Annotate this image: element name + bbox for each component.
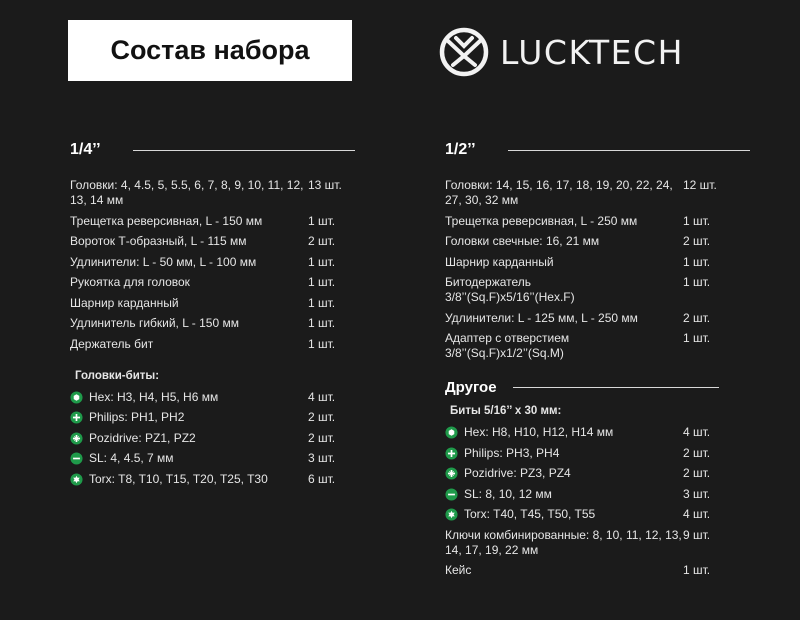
hex-icon <box>70 391 83 404</box>
item-qty: 1 шт. <box>308 295 336 310</box>
item-name: Удлинители: L - 125 мм, L - 250 мм <box>445 310 638 325</box>
bit-item <box>70 390 355 405</box>
item-qty: 1 шт. <box>308 213 336 228</box>
item-qty: 1 шт. <box>683 331 711 345</box>
list-item <box>445 528 750 558</box>
list-item <box>70 296 355 311</box>
lucktech-logo-icon <box>438 26 490 78</box>
right-column <box>445 140 750 584</box>
torx-icon <box>70 473 83 486</box>
item-qty: 1 шт. <box>308 316 336 330</box>
item-qty: 1 шт. <box>683 254 711 269</box>
bit-item <box>70 472 355 487</box>
section-title: 1/2’’ <box>445 141 476 158</box>
item-name: Адаптер с отверстием 3/8’’(Sq.F)x1/2’’(Sq.M) <box>445 331 570 360</box>
bit-item <box>445 425 750 440</box>
item-name: Рукоятка для головок <box>70 275 190 289</box>
pozidrive-icon <box>445 467 458 480</box>
bit-name: Torx: T40, T45, T50, T55 <box>464 507 596 521</box>
list-item <box>445 234 750 249</box>
divider <box>508 150 750 151</box>
item-name: Держатель бит <box>70 336 154 351</box>
item-qty: 9 шт. <box>683 527 711 542</box>
bit-qty: 3 шт. <box>308 451 336 465</box>
bit-qty: 4 шт. <box>308 389 336 404</box>
item-name: Трещетка реверсивная, L - 250 мм <box>445 213 638 228</box>
item-qty: 2 шт. <box>683 234 711 248</box>
bit-name: Hex: H3, H4, H5, H6 мм <box>89 389 219 404</box>
section-heading-quarter <box>70 140 355 160</box>
item-qty: 13 шт. <box>308 178 342 192</box>
bit-item <box>445 466 750 481</box>
item-qty: 2 шт. <box>308 234 336 248</box>
section-title: 1/4’’ <box>70 141 101 158</box>
section-heading-half <box>445 140 750 160</box>
list-item <box>445 255 750 270</box>
item-name: Ключи комбинированные: 8, 10, 11, 12, 13, 14, 17, 19, 22 мм <box>445 527 682 557</box>
bit-qty: 3 шт. <box>683 486 711 501</box>
list-item <box>70 178 355 208</box>
bit-qty: 2 шт. <box>308 410 336 424</box>
item-qty: 2 шт. <box>683 310 711 325</box>
bit-qty: 2 шт. <box>308 430 336 445</box>
item-name: Кейс <box>445 563 472 577</box>
section-title: Другое <box>445 378 497 396</box>
list-item <box>70 275 355 290</box>
bit-qty: 2 шт. <box>683 445 711 460</box>
list-item <box>445 311 750 326</box>
divider <box>513 387 719 388</box>
item-qty: 12 шт. <box>683 178 717 192</box>
list-item <box>70 337 355 352</box>
bit-item <box>445 507 750 522</box>
slot-icon <box>445 488 458 501</box>
pozidrive-icon <box>70 432 83 445</box>
item-name: Удлинитель гибкий, L - 150 мм <box>70 316 239 330</box>
bit-name: Torx: T8, T10, T15, T20, T25, T30 <box>89 471 268 486</box>
page-title: Состав набора <box>68 20 352 81</box>
item-name: Вороток Т-образный, L - 115 мм <box>70 234 247 248</box>
item-name: Шарнир карданный <box>70 295 179 310</box>
phillips-icon <box>70 411 83 424</box>
brand-name: LUCKTECH <box>500 32 684 72</box>
item-name: Удлинители: L - 50 мм, L - 100 мм <box>70 254 257 269</box>
left-column <box>70 140 355 492</box>
bit-qty: 4 шт. <box>683 507 711 521</box>
list-item <box>70 316 355 331</box>
bits-subheading: Головки-биты: <box>75 369 160 382</box>
hex-icon <box>445 426 458 439</box>
item-name: Шарнир карданный <box>445 254 554 269</box>
list-item <box>70 214 355 229</box>
item-qty: 1 шт. <box>683 213 711 228</box>
bits-subheading: Биты 5/16’’ x 30 мм: <box>450 405 562 417</box>
slot-icon <box>70 452 83 465</box>
item-name: Битодержатель 3/8’’(Sq.F)x5/16’’(Hex.F) <box>445 275 575 304</box>
bit-item <box>445 446 750 461</box>
bit-item <box>70 431 355 446</box>
section-heading-other <box>445 377 750 397</box>
list-item <box>445 214 750 229</box>
list-item <box>445 275 750 305</box>
item-qty: 1 шт. <box>308 336 336 351</box>
bit-item <box>445 487 750 502</box>
item-name: Головки: 14, 15, 16, 17, 18, 19, 20, 22, 24, 27, 30, 32 мм <box>445 178 673 207</box>
torx-icon <box>445 508 458 521</box>
brand-logo <box>438 26 684 78</box>
item-name: Головки: 4, 4.5, 5, 5.5, 6, 7, 8, 9, 10, 11, 12, 13, 14 мм <box>70 178 304 207</box>
bit-name: Philips: PH3, PH4 <box>464 445 560 460</box>
list-item <box>70 234 355 249</box>
bit-qty: 6 шт. <box>308 471 336 486</box>
bit-qty: 4 шт. <box>683 425 711 439</box>
item-name: Трещетка реверсивная, L - 150 мм <box>70 213 263 228</box>
item-qty: 1 шт. <box>683 563 711 577</box>
divider <box>133 150 355 151</box>
item-name: Головки свечные: 16, 21 мм <box>445 234 600 248</box>
list-item <box>70 255 355 270</box>
bit-name: Pozidrive: PZ3, PZ4 <box>464 466 571 480</box>
bit-item <box>70 451 355 466</box>
bit-qty: 2 шт. <box>683 466 711 480</box>
bit-name: Hex: H8, H10, H12, H14 мм <box>464 425 614 439</box>
list-item <box>445 178 750 208</box>
list-item <box>445 331 750 361</box>
bit-name: SL: 4, 4.5, 7 мм <box>89 451 174 465</box>
bit-name: Pozidrive: PZ1, PZ2 <box>89 430 196 445</box>
item-qty: 1 шт. <box>683 275 711 289</box>
item-qty: 1 шт. <box>308 275 336 289</box>
list-item <box>445 563 750 578</box>
item-qty: 1 шт. <box>308 254 336 269</box>
bit-item <box>70 410 355 425</box>
phillips-icon <box>445 447 458 460</box>
bit-name: Philips: PH1, PH2 <box>89 410 185 424</box>
bit-name: SL: 8, 10, 12 мм <box>464 486 552 501</box>
